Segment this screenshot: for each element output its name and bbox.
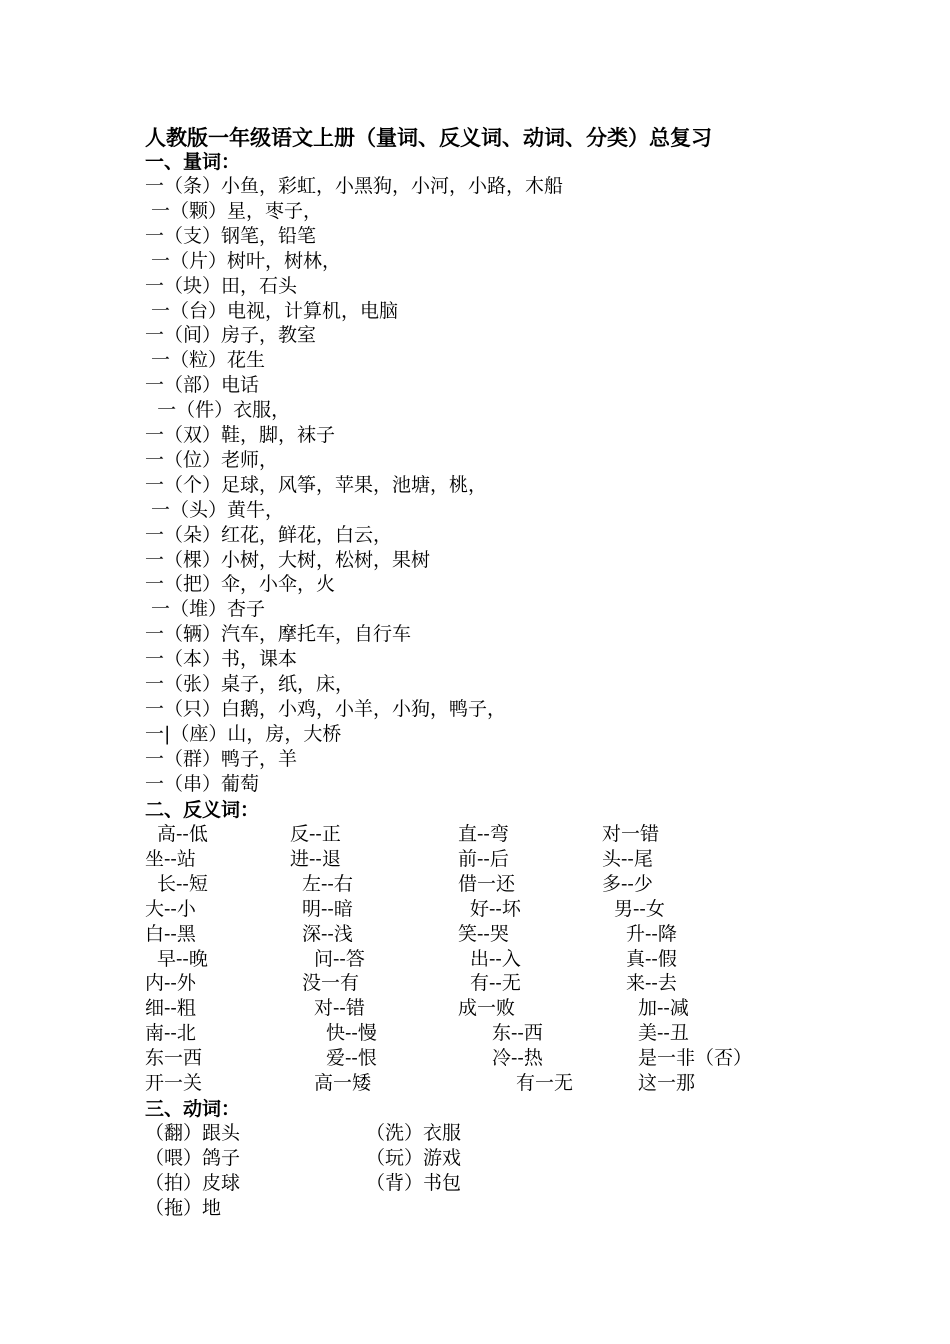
measure-word-line: 一（张）桌子，纸，床， [145,673,355,695]
antonym-pair: 明--暗 [302,898,353,920]
antonym-pair: 来--去 [626,972,677,994]
antonym-pair: 高一矮 [314,1072,372,1094]
section-heading-verbs: 三、动词： [145,1098,241,1120]
measure-word-line: 一（粒）花生 [145,349,266,371]
verb-phrase: （玩）游戏 [366,1147,462,1169]
measure-word-line: 一（个）足球，风筝，苹果，池塘，桃， [145,474,488,496]
measure-word-line: 一（间）房子，教室 [145,324,317,346]
antonym-pair: 早--晚 [157,948,208,970]
measure-word-line: 一|（座）山，房，大桥 [145,723,342,745]
antonym-pair: 白--黑 [145,923,196,945]
antonym-pair: 多--少 [602,873,653,895]
measure-word-line: 一（朵）红花，鲜花，白云， [145,524,393,546]
section-heading-antonyms: 二、反义词： [145,799,260,821]
antonym-pair: 头--尾 [602,848,653,870]
antonym-pair: 直--弯 [458,823,509,845]
measure-word-line: 一（件）衣服， [145,399,291,421]
antonym-pair: 爱--恨 [326,1047,377,1069]
antonym-pair: 快--慢 [326,1022,377,1044]
antonym-pair: 出--入 [470,948,521,970]
measure-word-line: 一（只）白鹅，小鸡，小羊，小狗，鸭子， [145,698,507,720]
measure-word-line: 一（本）书，课本 [145,648,298,670]
verb-phrase: （拖）地 [145,1197,222,1219]
antonym-pair: 细--粗 [145,997,196,1019]
antonym-pair: 是一非（否） [638,1047,753,1069]
document-title: 人教版一年级语文上册（量词、反义词、动词、分类）总复习 [145,125,712,150]
verb-phrase: （拍）皮球 [145,1172,241,1194]
antonym-pair: 笑--哭 [458,923,509,945]
antonym-pair: 男--女 [614,898,665,920]
verb-phrase: （喂）鸽子 [145,1147,241,1169]
measure-word-line: 一（位）老师， [145,449,279,471]
antonym-pair: 坐--站 [145,848,196,870]
antonym-pair: 好--坏 [470,898,521,920]
antonym-pair: 前--后 [458,848,509,870]
antonym-pair: 这一那 [638,1072,696,1094]
antonym-pair: 借一还 [458,873,516,895]
measure-word-line: 一（把）伞，小伞，火 [145,573,336,595]
verb-phrase: （翻）跟头 [145,1122,241,1144]
antonym-pair: 加--减 [638,997,689,1019]
antonym-pair: 有--无 [470,972,521,994]
antonym-pair: 南--北 [145,1022,196,1044]
antonym-pair: 有一无 [516,1072,574,1094]
measure-word-line: 一（棵）小树，大树，松树，果树 [145,549,431,571]
antonym-pair: 长--短 [157,873,208,895]
measure-word-line: 一（块）田，石头 [145,275,298,297]
measure-word-line: 一（部）电话 [145,374,260,396]
section-heading-measure-words: 一、量词： [145,151,241,173]
measure-word-line: 一（台）电视，计算机，电脑 [145,300,399,322]
measure-word-line: 一（颗）星，枣子， [145,200,323,222]
antonym-pair: 深--浅 [302,923,353,945]
measure-word-line: 一（堆）杏子 [145,598,266,620]
measure-word-line: 一（群）鸭子，羊 [145,748,298,770]
verb-phrase: （洗）衣服 [366,1122,462,1144]
antonym-pair: 成一败 [458,997,516,1019]
antonym-pair: 对一错 [602,823,660,845]
antonym-pair: 东一西 [145,1047,203,1069]
measure-word-line: 一（头）黄牛， [145,499,285,521]
measure-word-line: 一（支）钢笔，铅笔 [145,225,317,247]
antonym-pair: 高--低 [157,823,208,845]
antonym-pair: 真--假 [626,948,677,970]
antonym-pair: 反--正 [290,823,341,845]
measure-word-line: 一（串）葡萄 [145,773,260,795]
antonym-pair: 进--退 [290,848,341,870]
antonym-pair: 内--外 [145,972,196,994]
antonym-pair: 问--答 [314,948,365,970]
antonym-pair: 大--小 [145,898,196,920]
antonym-pair: 对--错 [314,997,365,1019]
antonym-pair: 没一有 [302,972,360,994]
verb-phrase: （背）书包 [366,1172,462,1194]
antonym-pair: 美--丑 [638,1022,689,1044]
measure-word-line: 一（辆）汽车，摩托车，自行车 [145,623,412,645]
antonym-pair: 开一关 [145,1072,203,1094]
antonym-pair: 左--右 [302,873,353,895]
antonym-pair: 东--西 [492,1022,543,1044]
antonym-pair: 冷--热 [492,1047,543,1069]
measure-word-line: 一（条）小鱼，彩虹，小黑狗，小河，小路，木船 [145,175,564,197]
measure-word-line: 一（双）鞋，脚，袜子 [145,424,336,446]
measure-word-line: 一（片）树叶，树林， [145,250,342,272]
antonym-pair: 升--降 [626,923,677,945]
